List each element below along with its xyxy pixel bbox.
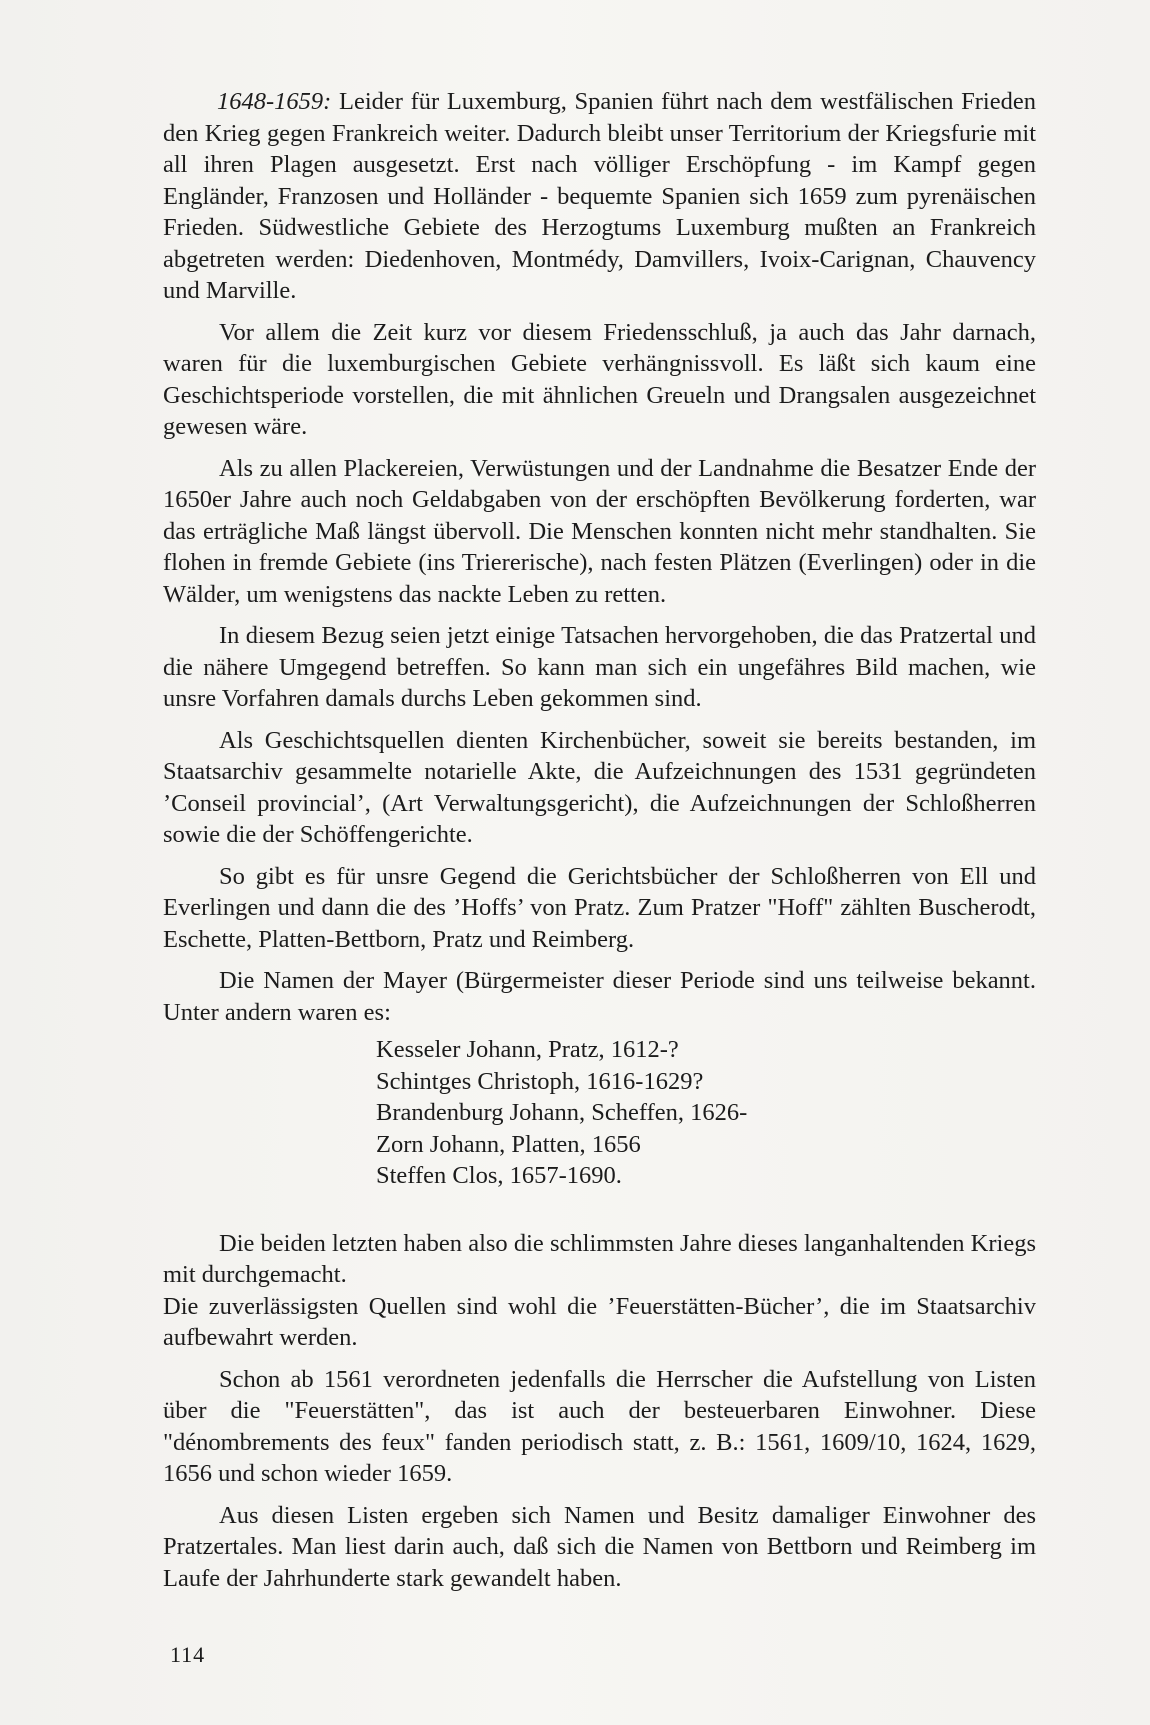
page-number: 114	[170, 1642, 206, 1667]
list-item: Steffen Clos, 1657-1690.	[376, 1162, 622, 1189]
paragraph: Schon ab 1561 verordneten jedenfalls die Herrscher die Aufstellung von Listen über die "Feuerstätten", das ist auch der besteuerbaren Einwohner. Diese "dénombrements des feux" fanden periodisch statt, z. B.: 1561, 1609/10, 1624, 1629, 1656 und schon wieder 1659.	[163, 1365, 1036, 1487]
paragraph: Vor allem die Zeit kurz vor diesem Friedensschluß, ja auch das Jahr darnach, waren für die luxemburgischen Gebiete verhängnissvoll. Es läßt sich kaum eine Geschichtsperiode vorstellen, die mit ähnlichen Greueln und Drangsalen ausgezeichnet gewesen wäre.	[163, 318, 1036, 440]
mayor-list	[376, 1034, 1036, 1192]
paragraph: Die Namen der Mayer (Bürgermeister dieser Periode sind uns teilweise bekannt. Unter andern waren es:	[163, 967, 1036, 1026]
paragraph: Die zuverlässigsten Quellen sind wohl die ’Feuerstätten-Bücher’, die im Staatsarchiv aufbewahrt werden.	[163, 1292, 1036, 1351]
paragraph: In diesem Bezug seien jetzt einige Tatsachen hervorgehoben, die das Pratzertal und die nähere Umgegend betreffen. So kann man sich ein ungefähres Bild machen, wie unsre Vorfahren damals durchs Leben gekommen sind.	[163, 622, 1036, 712]
paragraph: Als Geschichtsquellen dienten Kirchenbücher, soweit sie bereits bestanden, im Staatsarchiv gesammelte notarielle Akte, die Aufzeichnungen des 1531 gegründeten ’Conseil provincial’, (Art Verwaltungsgericht), die Aufzeichnungen der Schloßherren sowie die der Schöffengerichte.	[163, 726, 1036, 848]
paragraph: So gibt es für unsre Gegend die Gerichtsbücher der Schloßherren von Ell und Everlingen und dann die des ’Hoffs’ von Pratz. Zum Pratzer "Hoff" zählten Buscherodt, Eschette, Platten-Bettborn, Pratz und Reimberg.	[163, 862, 1036, 953]
list-item: Schintges Christoph, 1616-1629?	[376, 1067, 704, 1095]
paragraph: Aus diesen Listen ergeben sich Namen und Besitz damaliger Einwohner des Pratzertales. Man liest darin auch, daß sich die Namen von Bettborn und Reimberg im Laufe der Jahrhunderte stark gewandelt haben.	[163, 1501, 1036, 1592]
list-item: Brandenburg Johann, Scheffen, 1626-	[376, 1099, 748, 1126]
intro-paragraph	[163, 86, 1036, 307]
period-heading: 1648-1659:	[217, 88, 332, 115]
intro-text: Leider für Luxemburg, Spanien führt nach dem westfälischen Frieden den Krieg gegen Frankreich weiter. Dadurch bleibt unser Territorium der Kriegsfurie mit all ihren Plagen ausgesetzt. Erst nach völliger Erschöpfung - im Kampf gegen Engländer, Franzosen und Holländer - bequemte Spanien sich 1659 zum pyrenäischen Frieden. Südwestliche Gebiete des Herzogtums Luxemburg mußten an Frankreich abgetreten werden: Diedenhoven, Montmédy, Damvillers, Ivoix-Carignan, Chauvency und Marville.	[163, 88, 1036, 304]
body-text	[163, 86, 1036, 1604]
list-item: Zorn Johann, Platten, 1656	[376, 1130, 641, 1158]
paragraph: Die beiden letzten haben also die schlimmsten Jahre dieses langanhaltenden Kriegs mit durchgemacht.	[163, 1229, 1036, 1288]
list-item: Kesseler Johann, Pratz, 1612-?	[376, 1036, 679, 1063]
paragraph: Als zu allen Plackereien, Verwüstungen und der Landnahme die Besatzer Ende der 1650er Jahre auch noch Geldabgaben von der erschöpften Bevölkerung forderten, war das erträgliche Maß längst übervoll. Die Menschen konnten nicht mehr standhalten. Sie flohen in fremde Gebiete (ins Triererische), nach festen Plätzen (Everlingen) oder in die Wälder, um wenigstens das nackte Leben zu retten.	[163, 454, 1036, 608]
